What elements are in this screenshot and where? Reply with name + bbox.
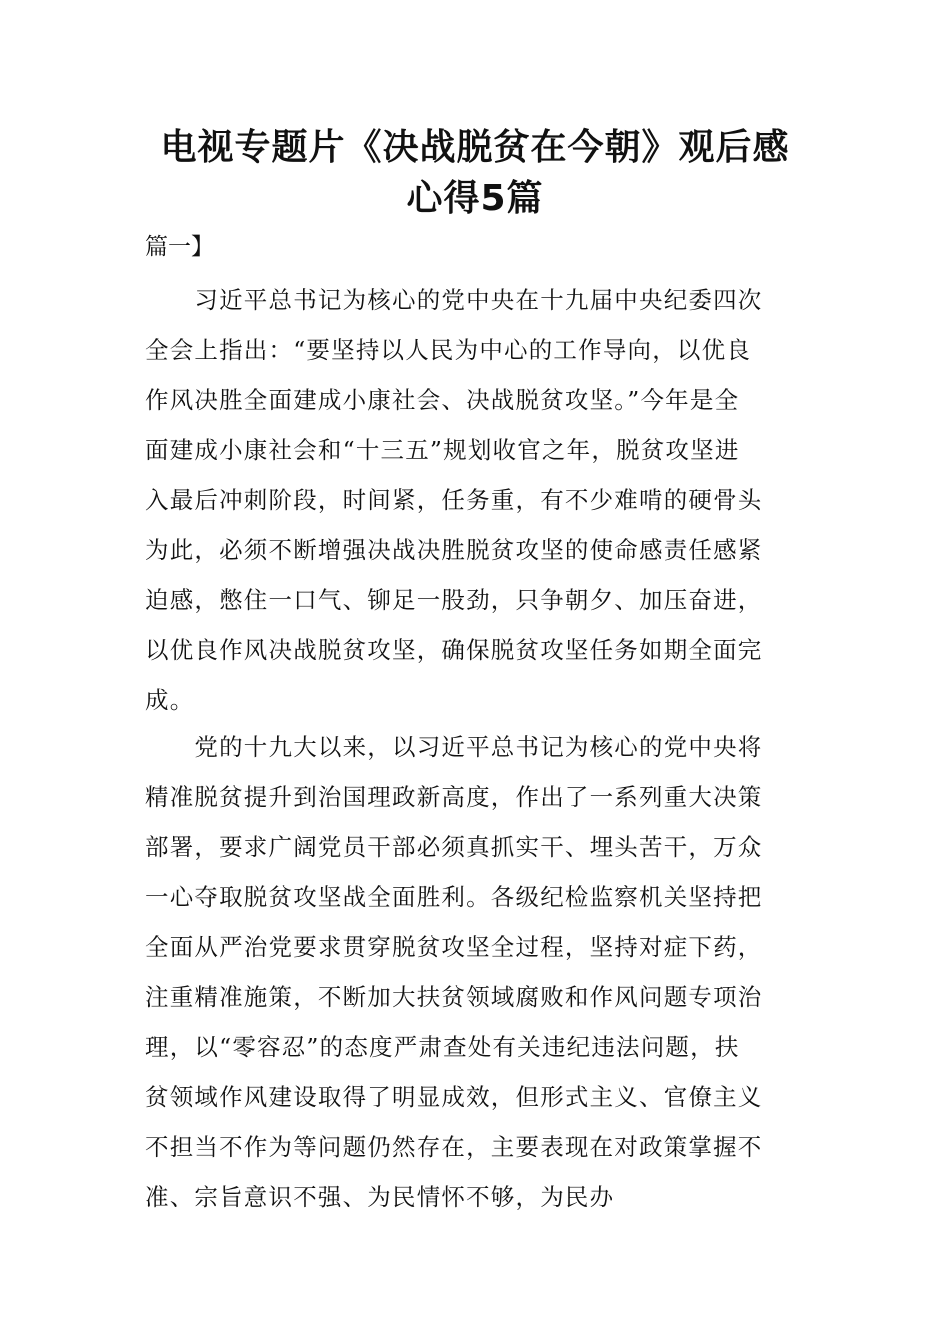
paragraph-line: 入最后冲刺阶段，时间紧，任务重，有不少难啃的硬骨头 — [145, 486, 763, 514]
paragraph-line: 为此，必须不断增强决战决胜脱贫攻坚的使命感责任感紧 — [145, 536, 763, 564]
paragraph-line: 党的十九大以来，以习近平总书记为核心的党中央将 — [145, 733, 763, 761]
title-line-2: 心得5篇 — [406, 178, 544, 219]
paragraph-line: 不担当不作为等问题仍然存在，主要表现在对政策掌握不 — [145, 1133, 763, 1161]
section-label: 篇一】 — [145, 234, 214, 260]
paragraph-line: 部署，要求广阔党员干部必须真抓实干、埋头苦干，万众 — [145, 833, 763, 861]
paragraph-line: 精准脱贫提升到治国理政新高度，作出了一系列重大决策 — [145, 783, 763, 811]
paragraph-line: 面建成小康社会和“十三五”规划收官之年，脱贫攻坚进 — [145, 436, 740, 464]
document-title — [120, 122, 830, 224]
paragraph-line: 全面从严治党要求贯穿脱贫攻坚全过程，坚持对症下药， — [145, 933, 763, 961]
paragraph-line: 贫领域作风建设取得了明显成效，但形式主义、官僚主义 — [145, 1083, 763, 1111]
paragraph-2 — [145, 722, 807, 1222]
paragraph-line: 注重精准施策，不断加大扶贫领域腐败和作风问题专项治 — [145, 983, 763, 1011]
paragraph-line: 成。 — [145, 686, 195, 714]
paragraph-line: 以优良作风决战脱贫攻坚，确保脱贫攻坚任务如期全面完 — [145, 636, 763, 664]
paragraph-line: 习近平总书记为核心的党中央在十九届中央纪委四次 — [145, 286, 763, 314]
paragraph-line: 理，以“零容忍”的态度严肃查处有关违纪违法问题，扶 — [145, 1033, 740, 1061]
paragraph-line: 迫感，憋住一口气、铆足一股劲，只争朝夕、加压奋进， — [145, 586, 763, 614]
paragraph-line: 作风决胜全面建成小康社会、决战脱贫攻坚。”今年是全 — [145, 386, 740, 414]
paragraph-line: 准、宗旨意识不强、为民情怀不够，为民办 — [145, 1183, 615, 1211]
paragraph-1 — [145, 275, 807, 725]
paragraph-line: 一心夺取脱贫攻坚战全面胜利。各级纪检监察机关坚持把 — [145, 883, 763, 911]
title-line-1: 电视专题片《决战脱贫在今朝》观后感 — [160, 127, 790, 168]
paragraph-line: 全会上指出：“要坚持以人民为中心的工作导向，以优良 — [145, 336, 752, 364]
